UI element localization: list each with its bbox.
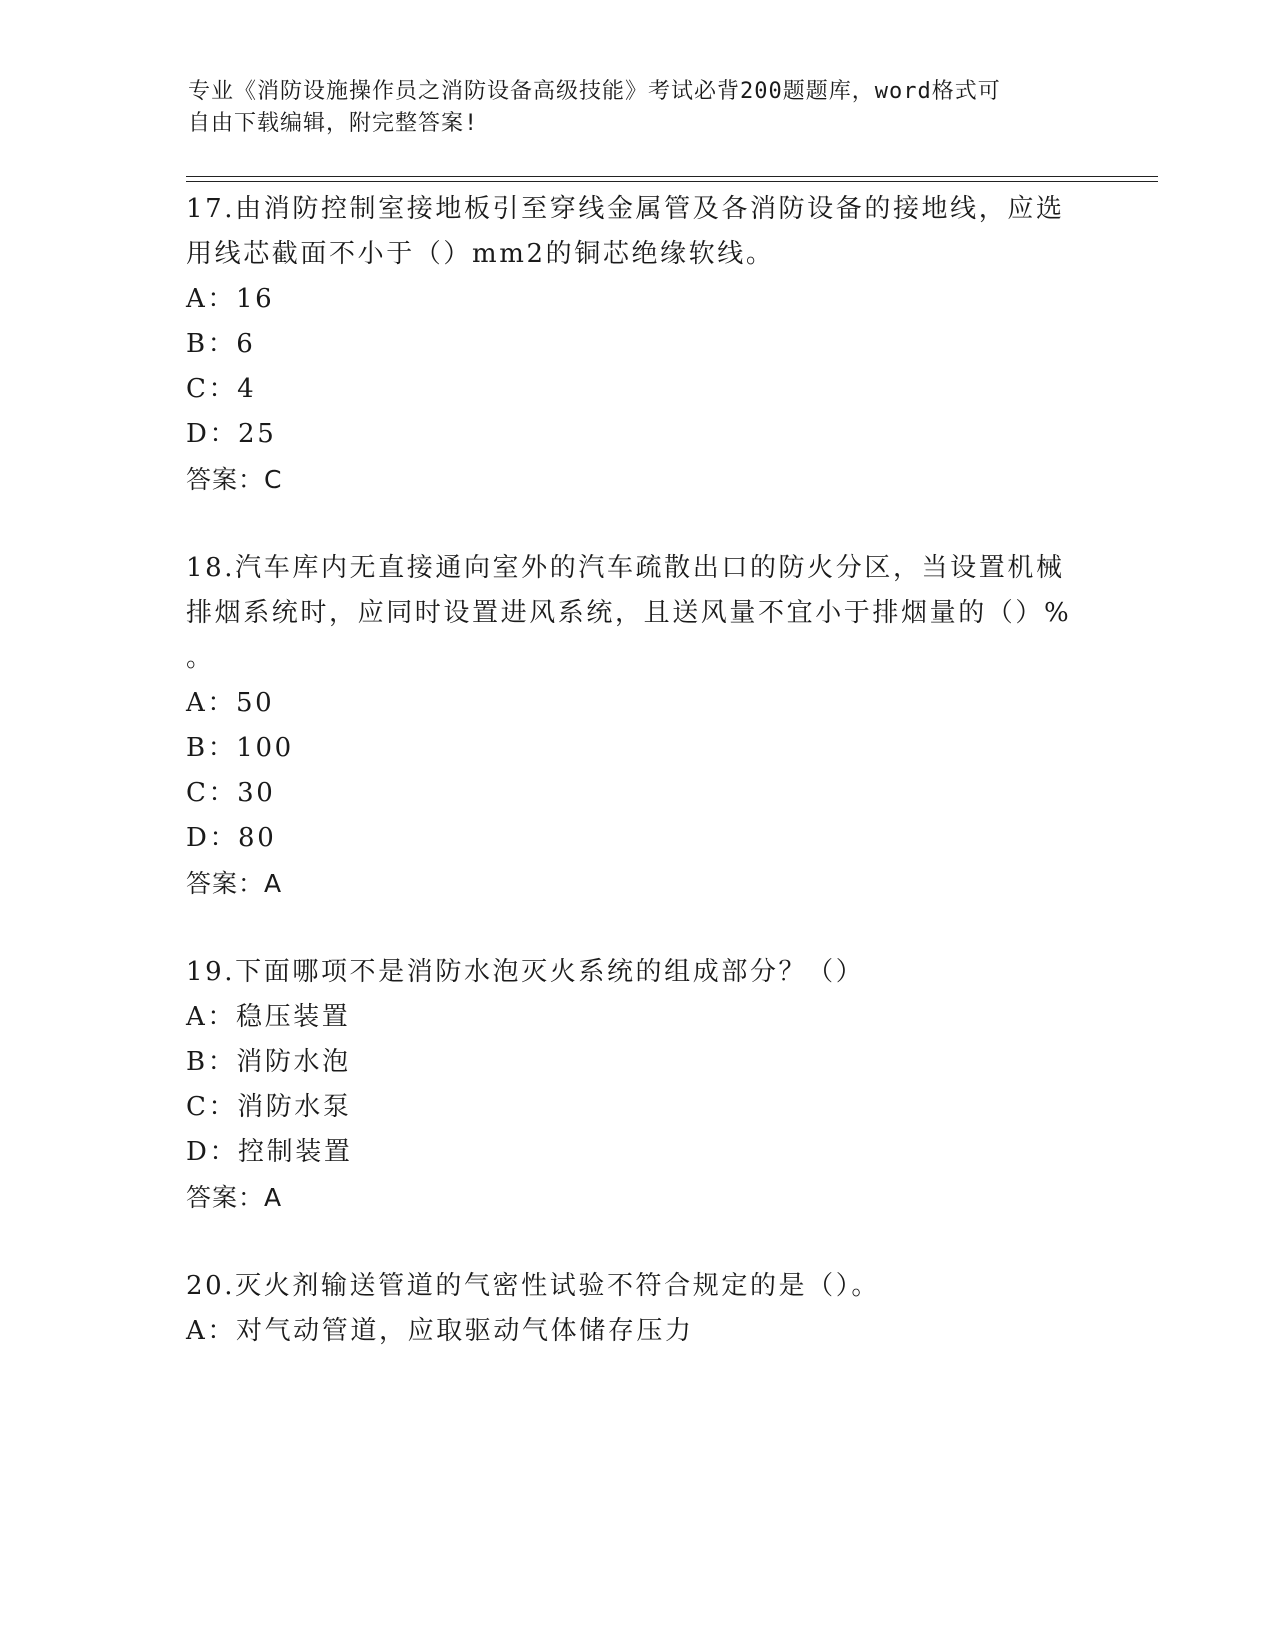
option-b: B：6 [186,329,256,359]
header-line-1: 专业《消防设施操作员之消防设备高级技能》考试必背200题题库，word格式可 [188,79,1001,104]
option-a: A：16 [186,284,275,314]
option-d: D：25 [186,419,277,449]
option-d: D：80 [186,823,277,853]
option-c: C：4 [186,374,257,404]
header-line-2: 自由下载编辑，附完整答案! [188,111,479,136]
question-text-line: 18.汽车库内无直接通向室外的汽车疏散出口的防火分区，当设置机械 [186,553,1065,583]
question-gap [186,906,1086,950]
answer-line: 答案：C [186,465,283,494]
question-20 [186,1264,1086,1354]
question-18 [186,546,1086,906]
option-b: B：消防水泡 [186,1047,351,1077]
question-text-line: 。 [186,643,215,673]
question-17 [186,187,1086,502]
option-a: A：稳压装置 [186,1002,351,1032]
option-c: C：消防水泵 [186,1092,352,1122]
question-text-line: 20.灭火剂输送管道的气密性试验不符合规定的是（）。 [186,1271,880,1301]
question-gap [186,1220,1086,1264]
question-text-line: 用线芯截面不小于（）mm2的铜芯绝缘软线。 [186,239,775,269]
document-header [188,76,1088,140]
option-d: D：控制装置 [186,1137,353,1167]
answer-line: 答案：A [186,1183,283,1212]
header-divider-top [186,176,1158,177]
question-19 [186,950,1086,1220]
option-a: A：50 [186,688,275,718]
question-gap [186,502,1086,546]
question-list [186,187,1086,1354]
option-a: A：对气动管道，应取驱动气体储存压力 [186,1316,694,1346]
question-text-line: 19.下面哪项不是消防水泡灭火系统的组成部分？（） [186,957,865,987]
option-c: C：30 [186,778,276,808]
header-divider-bottom [186,181,1158,182]
option-b: B：100 [186,733,294,763]
question-text-line: 17.由消防控制室接地板引至穿线金属管及各消防设备的接地线，应选 [186,194,1065,224]
answer-line: 答案：A [186,869,283,898]
question-text-line: 排烟系统时，应同时设置进风系统，且送风量不宜小于排烟量的（）% [186,598,1072,628]
